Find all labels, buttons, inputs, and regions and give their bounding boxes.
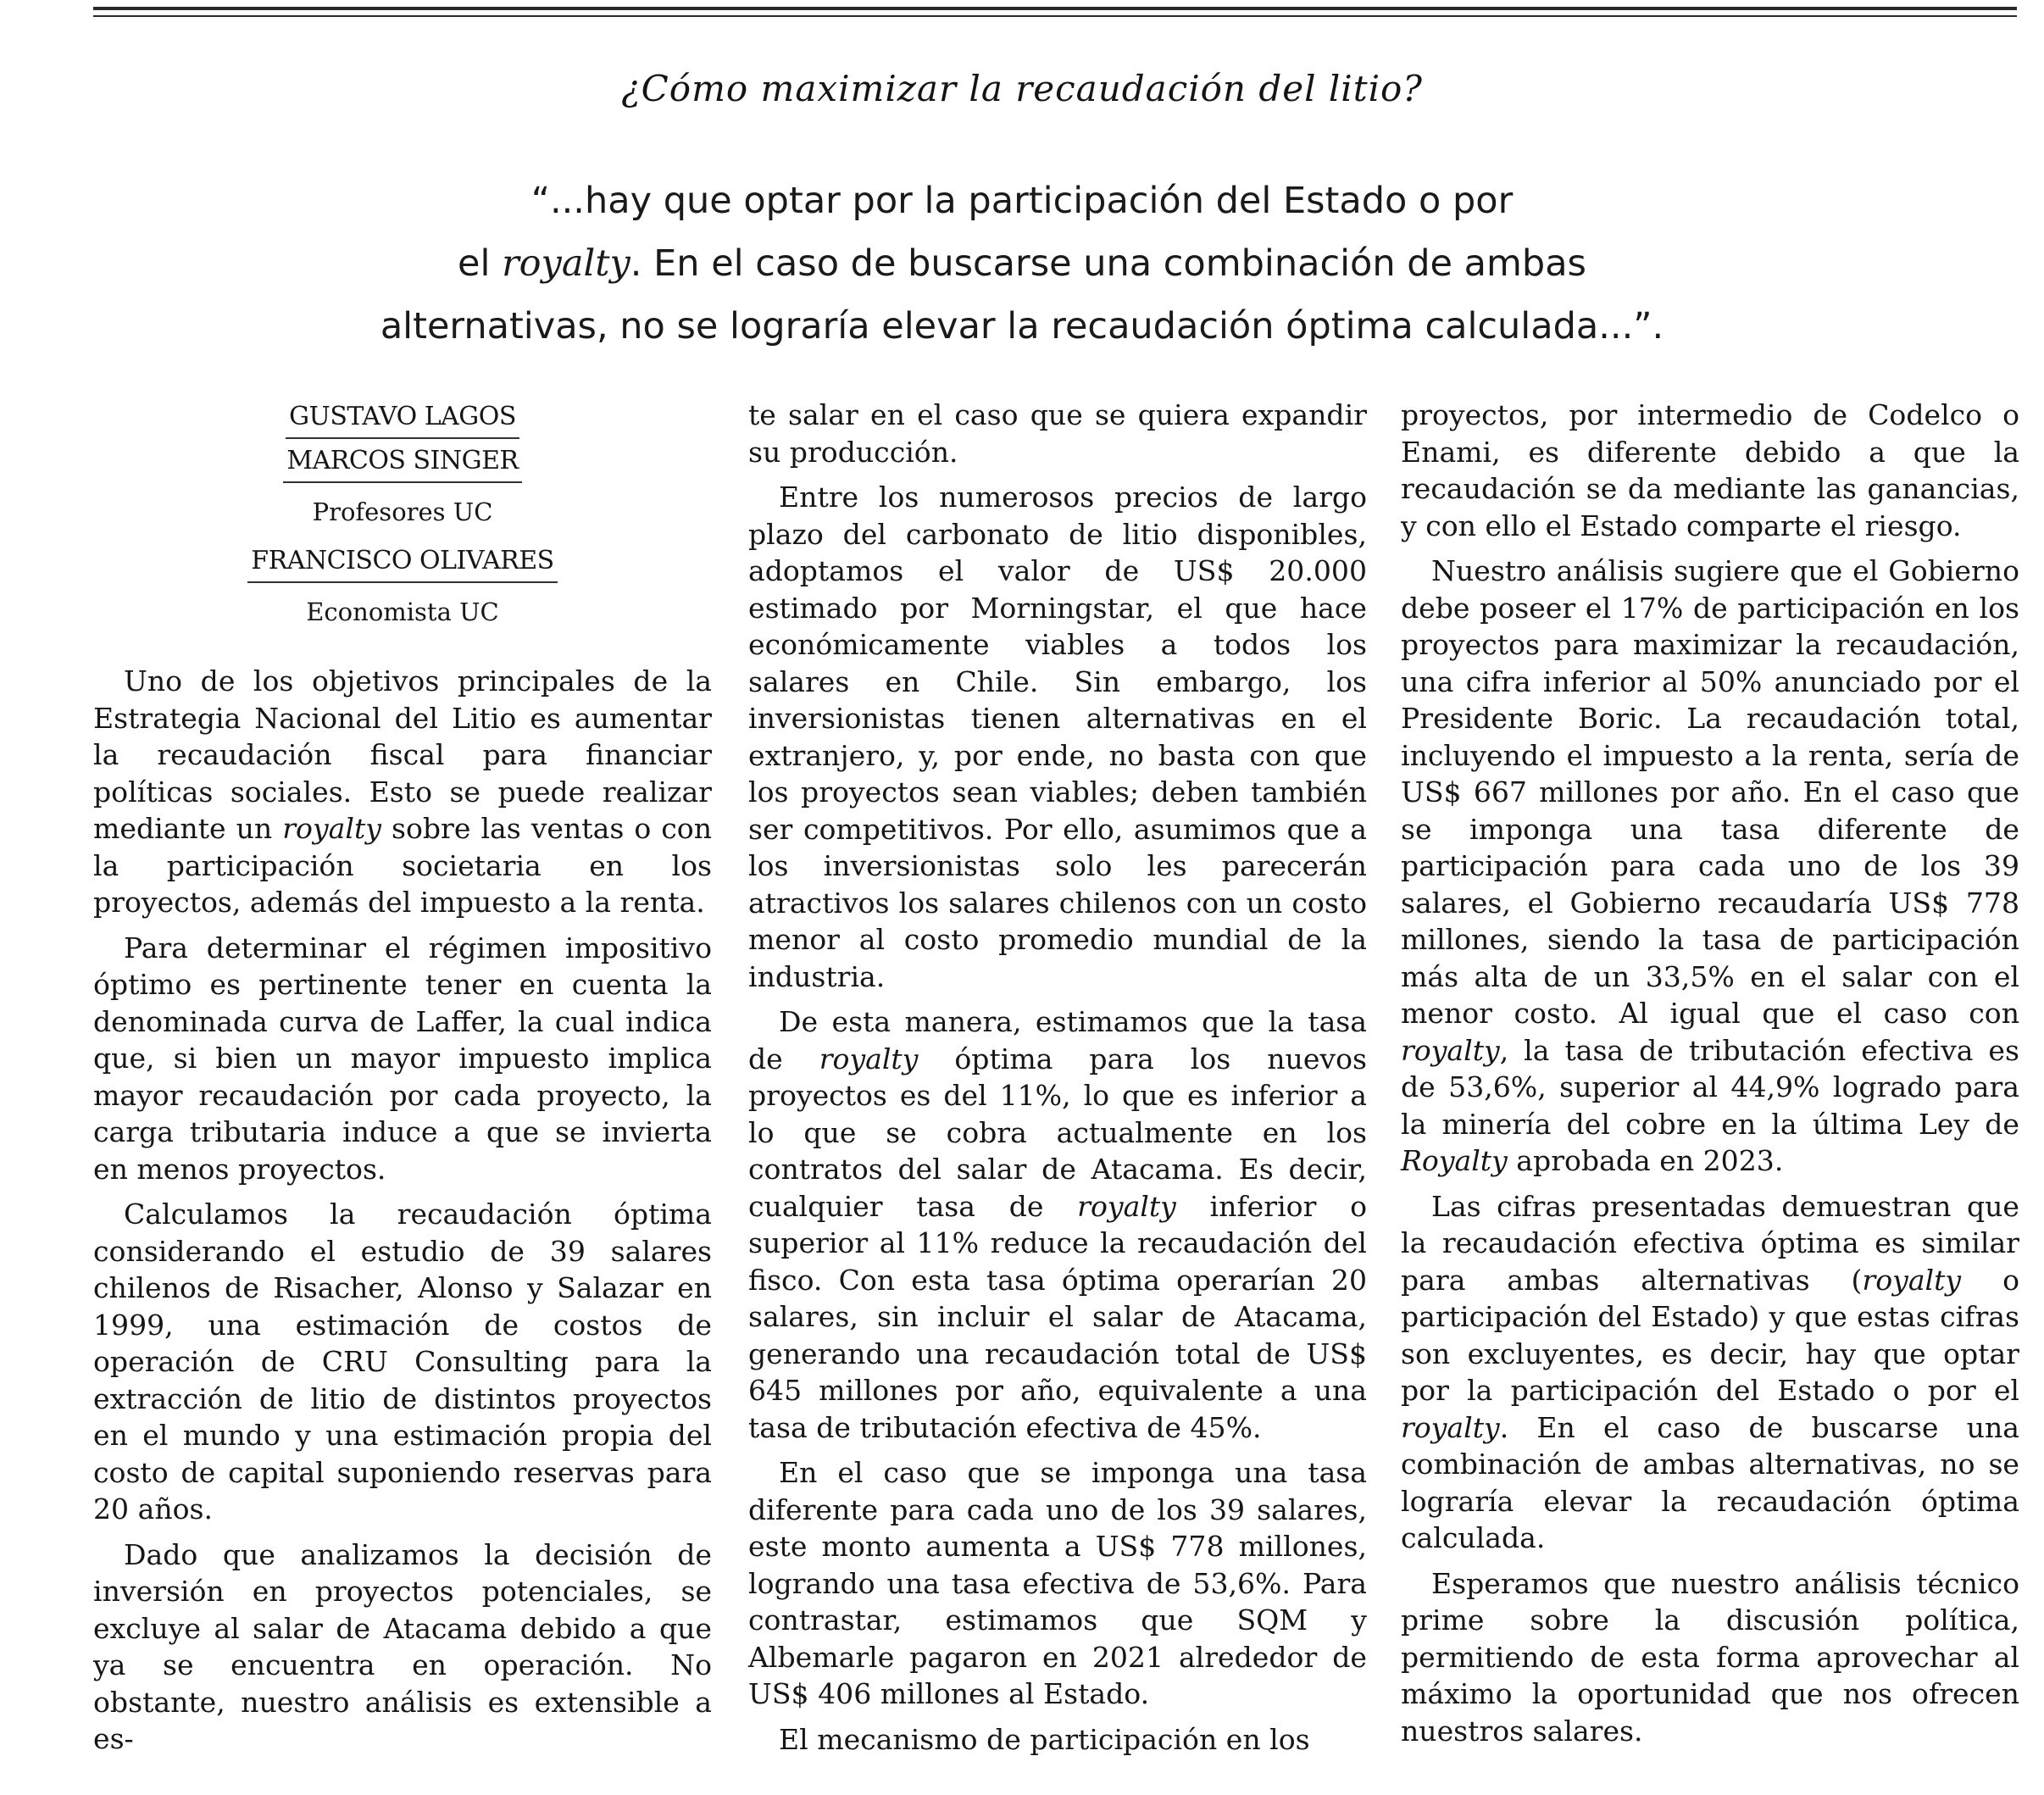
pull-quote-line-1: “...hay que optar por la participación del Estado o por [530, 180, 1514, 222]
paragraph-text: o participación del Estado) y que estas cifras son excluyentes, es decir, hay que optar por la participación del Estado o por el [1401, 1263, 2019, 1407]
author-role: Economista UC [306, 597, 499, 626]
paragraph-text: óptima para los nuevos proyectos es del 11%, lo que es inferior a lo que se cobra actualmente en los contratos del salar de Atacama. Es decir, cualquier tasa de [748, 1042, 1367, 1223]
paragraph [1401, 553, 2019, 1180]
pull-quote-line-3: alternativas, no se lograría elevar la recaudación óptima calculada...”. [380, 305, 1664, 347]
paragraph-text: Uno de los objetivos principales de la Estrategia Nacional del Litio es aumentar la recaudación fiscal para financiar políticas sociales. Esto se puede realizar mediante un [93, 664, 712, 845]
paragraph-text: Nuestro análisis sugiere que el Gobierno debe poseer el 17% de participación en los proyectos para maximizar la recaudación, una cifra inferior al 50% anunciado por el Presidente Boric. La recaudación total, incluyendo el impuesto a la renta, sería de US$ 667 millones por año. En el caso que se imponga una tasa diferente de participación para cada uno de los 39 salares, el Gobierno recaudaría US$ 778 millones, siendo la tasa de participación más alta de un 33,5% en el salar con el menor costo. Al igual que el caso con [1401, 554, 2019, 1030]
paragraph-text: sobre las ventas o con la participación societaria en los proyectos, además del impuesto a la renta. [93, 812, 713, 919]
paragraph-emphasis: royalty [1077, 1189, 1176, 1223]
pull-quote-line-2 [0, 232, 2044, 295]
paragraph-text: inferior o superior al 11% reduce la recaudación del fisco. Con esta tasa óptima operarían 20 salares, sin incluir el salar de Atacama, generando una recaudación total de US$ 645 millones por año, equivalente a una tasa de tributación efectiva de 45%. [748, 1189, 1367, 1444]
column-2 [748, 397, 1367, 1766]
paragraph-emphasis: royalty [1862, 1263, 1962, 1297]
paragraph: Dado que analizamos la decisión de inversión en proyectos potenciales, se excluye al salar de Atacama debido a que ya se encuentra en operación. No obstante, nuestro análisis es extensible a es- [93, 1537, 712, 1755]
pull-quote [0, 169, 2044, 358]
paragraph: proyectos, por intermedio de Codelco o Enami, es diferente debido a que la recaudación se da mediante las ganancias, y con ello el Estado comparte el riesgo. [1401, 398, 2019, 542]
paragraph-text: , la tasa de tributación efectiva es de 53,6%, superior al 44,9% logrado para la minería del cobre en la última Ley de [1401, 1033, 2019, 1141]
top-rule-thick [93, 7, 2017, 10]
paragraph-emphasis: royalty [1401, 1033, 1500, 1067]
author-name: GUSTAVO LAGOS [286, 400, 519, 439]
paragraph: Para determinar el régimen impositivo óptimo es pertinente tener en cuenta la denominada curva de Laffer, la cual indica que, si bien un mayor impuesto implica mayor recaudación por cada proyecto, la carga tributaria induce a que se invierta en menos proyectos. [93, 931, 712, 1186]
paragraph [1401, 1188, 2019, 1557]
paragraph-emphasis: royalty [819, 1042, 919, 1075]
pull-quote-emphasis: royalty [502, 242, 630, 285]
paragraph: Esperamos que nuestro análisis técnico prime sobre la discusión política, permitiendo de esta forma aprovechar al máximo la oportunidad que nos ofrecen nuestros salares. [1401, 1566, 2019, 1748]
pull-quote-text: . En el caso de buscarse una combinación de ambas [630, 242, 1586, 285]
paragraph: En el caso que se imponga una tasa diferente para cada uno de los 39 salares, este monto aumenta a US$ 778 millones, logrando una tasa efectiva de 53,6%. Para contrastar, estimamos que SQM y Albemarle pagaron en 2021 alrededor de US$ 406 millones al Estado. [748, 1456, 1367, 1710]
byline [93, 395, 712, 629]
column-3 [1401, 397, 2019, 1758]
paragraph: Calculamos la recaudación óptima considerando el estudio de 39 salares chilenos de Risacher, Alonso y Salazar en 1999, una estimación de costos de operación de CRU Consulting para la extracción de litio de distintos proyectos en el mundo y una estimación propia del costo de capital suponiendo reservas para 20 años. [93, 1198, 712, 1525]
paragraph-text: aprobada en 2023. [1507, 1144, 1784, 1177]
paragraph-emphasis: royalty [1401, 1410, 1500, 1444]
paragraph-text: De esta manera, estimamos que la tasa de [748, 1005, 1367, 1075]
paragraph: El mecanismo de participación en los [779, 1722, 1310, 1756]
paragraph-text: Las cifras presentadas demuestran que la recaudación efectiva óptima es similar para ambas alternativas ( [1401, 1189, 2019, 1297]
paragraph: Entre los numerosos precios de largo plazo del carbonato de litio disponibles, adoptamos el valor de US$ 20.000 estimado por Morningstar, el que hace económicamente viables a todos los salares en Chile. Sin embargo, los inversionistas tienen alternativas en el extranjero, y, por ende, no basta con que los proyectos sean viables; deben también ser competitivos. Por ello, asumimos que a los inversionistas solo les parecerán atractivos los salares chilenos con un costo menor al costo promedio mundial de la industria. [748, 481, 1367, 993]
top-rule-thin [93, 15, 2017, 17]
pull-quote-text: el [458, 242, 503, 285]
paragraph: te salar en el caso que se quiera expandir su producción. [748, 398, 1367, 469]
author-role: Profesores UC [312, 497, 493, 526]
paragraph [93, 663, 712, 921]
author-name: FRANCISCO OLIVARES [247, 544, 557, 583]
paragraph-text: . En el caso de buscarse una combinación de ambas alternativas, no se lograría elevar la recaudación óptima calculada. [1401, 1410, 2019, 1554]
paragraph-emphasis: royalty [282, 812, 381, 845]
headline: ¿Cómo maximizar la recaudación del litio? [621, 68, 1423, 109]
column-1-body [93, 663, 712, 1758]
paragraph [748, 1003, 1367, 1446]
author-name: MARCOS SINGER [283, 444, 521, 483]
paragraph-emphasis: Royalty [1401, 1144, 1508, 1177]
column-1 [93, 395, 712, 1766]
